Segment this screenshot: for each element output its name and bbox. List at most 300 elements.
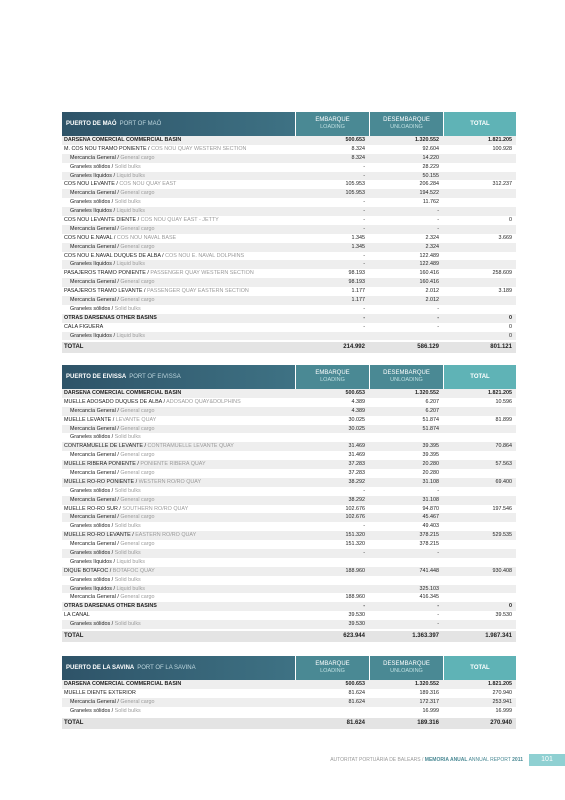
cell-loading: -	[363, 523, 365, 530]
table-header	[62, 365, 516, 389]
table-row	[62, 567, 516, 576]
row-label-en: COS NOU E. NAVAL DOLPHINS	[165, 252, 245, 259]
cell-loading	[295, 433, 369, 442]
cell-loading: -	[363, 199, 365, 206]
row-label-es: Graneles líquidos /	[70, 261, 115, 268]
row-label-en: SOUTHERN RO/RO QUAY	[122, 505, 189, 512]
cell-total	[443, 305, 516, 314]
cell-loading	[295, 332, 369, 341]
row-label-en: General cargo	[120, 407, 155, 414]
row-label	[62, 540, 295, 549]
row-label-en: LEVANTE QUAY	[115, 416, 157, 423]
row-label-es: MUELLE RO-RO PONIENTE /	[64, 478, 138, 485]
table-row	[62, 451, 516, 460]
row-label	[62, 433, 295, 442]
cell-total: 0	[509, 323, 512, 330]
cell-unloading: 20.280	[422, 470, 439, 477]
cell-total: 197.546	[492, 505, 512, 512]
col-header-total: TOTAL	[443, 365, 516, 389]
total-total: 801.121	[490, 344, 512, 351]
row-label-es: Graneles líquidos /	[70, 585, 115, 592]
cell-total: 3.189	[498, 288, 512, 295]
table-row	[62, 469, 516, 478]
cell-loading: 98.193	[348, 270, 365, 277]
cell-total	[443, 540, 516, 549]
cell-unloading: 416.345	[419, 594, 439, 601]
cell-unloading: 122.489	[419, 252, 439, 259]
cell-unloading: 160.416	[419, 270, 439, 277]
cell-unloading: -	[437, 217, 439, 224]
cell-total: 258.609	[492, 270, 512, 277]
row-label	[62, 234, 295, 243]
cell-unloading: -	[437, 621, 439, 628]
row-label-en: Solid bulks	[114, 576, 141, 583]
footer-separator: /	[422, 757, 424, 763]
cell-loading	[295, 585, 369, 594]
footer-year: 2011	[512, 757, 523, 763]
row-label-es: Graneles sólidos /	[70, 199, 114, 206]
cell-total	[443, 433, 516, 442]
cell-total	[443, 425, 516, 434]
footer-report: ANNUAL REPORT	[468, 757, 511, 763]
cell-unloading: 378.215	[419, 541, 439, 548]
cell-loading: 1.177	[351, 297, 365, 304]
row-label-en: Liquid bulks	[116, 585, 145, 592]
table-port-of-la-savina	[62, 656, 516, 729]
table-row	[62, 305, 516, 314]
cell-total	[443, 278, 516, 287]
row-label	[62, 305, 295, 314]
table-row	[62, 531, 516, 540]
row-label-es: DARSENA COMERCIAL	[64, 137, 125, 143]
cell-total	[443, 243, 516, 252]
row-label-en: General cargo	[120, 243, 155, 250]
table-row	[62, 433, 516, 442]
cell-total: 270.940	[492, 689, 512, 696]
table-row	[62, 180, 516, 189]
cell-unloading: 189.316	[419, 689, 439, 696]
cell-unloading: 1.320.552	[415, 390, 439, 396]
row-label-es: DARSENA COMERCIAL	[64, 681, 125, 687]
row-label	[62, 531, 295, 540]
row-label-en: General cargo	[120, 470, 155, 477]
cell-unloading: 160.416	[419, 279, 439, 286]
row-label	[62, 389, 295, 398]
row-label	[62, 314, 295, 323]
cell-loading: 102.676	[345, 514, 365, 521]
table-row	[62, 260, 516, 269]
table-row	[62, 496, 516, 505]
cell-total	[443, 260, 516, 269]
total-label: TOTAL	[64, 344, 84, 351]
cell-unloading: 11.762	[422, 199, 439, 206]
cell-total: 529.535	[492, 532, 512, 539]
cell-loading: -	[363, 225, 365, 232]
row-label-es: Mercancía General /	[70, 514, 119, 521]
table-row	[62, 398, 516, 407]
row-label-en: OTHER BASINS	[116, 603, 157, 610]
cell-total	[443, 469, 516, 478]
table-row	[62, 136, 516, 145]
row-label-en: General cargo	[120, 279, 155, 286]
table-row	[62, 172, 516, 181]
row-label	[62, 496, 295, 505]
cell-loading: 151.320	[345, 532, 365, 539]
cell-loading: 500.653	[345, 681, 365, 687]
cell-unloading: 14.220	[422, 154, 439, 161]
cell-loading: 98.193	[348, 279, 365, 286]
row-label	[62, 136, 295, 145]
col-header-total: TOTAL	[443, 656, 516, 680]
cell-total: 16.999	[495, 707, 512, 714]
cell-unloading: 741.448	[419, 567, 439, 574]
row-label-en: Solid bulks	[114, 550, 141, 557]
row-label	[62, 172, 295, 181]
table-row	[62, 407, 516, 416]
footer-org: AUTORITAT PORTUÀRIA DE BALEARS	[330, 757, 421, 763]
cell-loading: -	[363, 163, 365, 170]
row-label-en: General cargo	[120, 190, 155, 197]
total-total: 1.987.341	[485, 633, 512, 640]
row-label-es: Graneles líquidos /	[70, 208, 115, 215]
cell-unloading: 31.108	[422, 496, 439, 503]
total-label: TOTAL	[64, 633, 84, 640]
row-label	[62, 549, 295, 558]
cell-unloading: -	[437, 323, 439, 330]
row-label-es: Graneles sólidos /	[70, 305, 114, 312]
cell-total	[443, 496, 516, 505]
row-label-es: DIQUE BOTAFOC /	[64, 567, 112, 574]
cell-total: 0	[509, 217, 512, 224]
col-header-en: UNLOADING	[390, 124, 423, 130]
table-title-en: PORT OF MAÓ	[119, 121, 162, 127]
row-label	[62, 487, 295, 496]
row-label-en: General cargo	[120, 514, 155, 521]
row-label-es: Mercancía General /	[70, 594, 119, 601]
cell-loading: 81.624	[348, 698, 365, 705]
cell-unloading: 1.320.552	[415, 681, 439, 687]
total-loading: 214.992	[343, 344, 365, 351]
cell-loading	[295, 576, 369, 585]
row-label	[62, 680, 295, 689]
cell-unloading: 50.155	[422, 172, 439, 179]
table-row	[62, 198, 516, 207]
row-label	[62, 460, 295, 469]
page-number: 101	[529, 754, 565, 766]
row-label	[62, 558, 295, 567]
row-label	[62, 522, 295, 531]
table-row	[62, 332, 516, 341]
row-label-es: Mercancía General /	[70, 698, 119, 705]
cell-unloading: 206.284	[419, 181, 439, 188]
table-row	[62, 225, 516, 234]
cell-unloading: 51.874	[422, 425, 439, 432]
cell-unloading: 28.229	[422, 163, 439, 170]
cell-loading: 1.345	[351, 243, 365, 250]
cell-total	[443, 585, 516, 594]
col-header-en: UNLOADING	[390, 668, 423, 674]
cell-total	[443, 172, 516, 181]
row-label	[62, 576, 295, 585]
cell-total	[443, 198, 516, 207]
cell-unloading: 1.320.552	[415, 137, 439, 143]
table-row	[62, 680, 516, 689]
row-label	[62, 260, 295, 269]
cell-total: 1.821.205	[488, 390, 512, 396]
cell-total: 0	[509, 332, 512, 339]
cell-total: 1.821.205	[488, 681, 512, 687]
cell-loading: -	[363, 172, 365, 179]
row-label-en: COS NOU QUAY EAST	[119, 181, 177, 188]
row-label-en: COS NOU NAVAL BASE	[116, 234, 177, 241]
row-label-en: Solid bulks	[114, 434, 141, 441]
cell-total	[443, 549, 516, 558]
cell-total: 0	[509, 603, 512, 610]
row-label-es: CONTRAMUELLE DE LEVANTE /	[64, 443, 146, 450]
row-label-es: Graneles sólidos /	[70, 487, 114, 494]
col-header-en: LOADING	[320, 124, 345, 130]
col-header-unloading	[369, 365, 443, 389]
row-label-es: Graneles sólidos /	[70, 163, 114, 170]
table-row	[62, 487, 516, 496]
row-label-en: Liquid bulks	[116, 558, 145, 565]
col-header-es: EMBARQUE	[315, 117, 350, 123]
cell-total: 1.821.205	[488, 137, 512, 143]
row-label-en: COMMERCIAL BASIN	[126, 390, 182, 396]
cell-loading: 37.283	[348, 461, 365, 468]
col-header-es: DESEMBARQUE	[383, 661, 430, 667]
cell-loading: -	[363, 603, 365, 610]
cell-loading: 151.320	[345, 541, 365, 548]
table-row	[62, 689, 516, 698]
table-port-of-eivissa	[62, 365, 516, 642]
row-label-es: MUELLE RO-RO LEVANTE /	[64, 532, 134, 539]
cell-total	[443, 487, 516, 496]
row-label	[62, 225, 295, 234]
cell-total: 312.237	[492, 181, 512, 188]
table-row	[62, 416, 516, 425]
row-label-es: COS NOU LEVANTE /	[64, 181, 118, 188]
row-label-en: General cargo	[120, 496, 155, 503]
cell-loading: 4.389	[351, 407, 365, 414]
row-label-es: Graneles sólidos /	[70, 621, 114, 628]
total-loading: 623.944	[343, 633, 365, 640]
row-label-en: ADOSADO QUAY&DOLPHINS	[166, 398, 241, 405]
row-label-es: MUELLE ADOSADO DUQUES DE ALBA /	[64, 398, 165, 405]
row-label-en: PASSENGER QUAY EASTERN SECTION	[146, 288, 249, 295]
cell-loading: 81.624	[348, 689, 365, 696]
row-label-es: Mercancía General /	[70, 470, 119, 477]
row-label-es: Mercancía General /	[70, 243, 119, 250]
row-label	[62, 243, 295, 252]
cell-loading: 31.469	[348, 452, 365, 459]
cell-unloading: 325.103	[419, 585, 439, 592]
row-label-en: General cargo	[120, 452, 155, 459]
table-row	[62, 585, 516, 594]
row-label-es: Mercancía General /	[70, 425, 119, 432]
col-header-es: EMBARQUE	[315, 370, 350, 376]
table-row	[62, 558, 516, 567]
table-title	[62, 656, 295, 680]
cell-loading: 31.469	[348, 443, 365, 450]
row-label	[62, 620, 295, 629]
table-row	[62, 234, 516, 243]
row-label-en: BOTAFOC QUAY	[112, 567, 155, 574]
cell-unloading: 2.324	[425, 243, 439, 250]
cell-total: 69.400	[495, 478, 512, 485]
row-label-en: Liquid bulks	[116, 172, 145, 179]
row-label	[62, 513, 295, 522]
col-header-total: TOTAL	[443, 112, 516, 136]
total-total: 270.940	[490, 719, 512, 726]
cell-loading	[295, 707, 369, 716]
total-unloading: 586.129	[417, 344, 439, 351]
row-label	[62, 145, 295, 154]
table-row	[62, 549, 516, 558]
cell-total	[443, 451, 516, 460]
cell-unloading: 6.207	[425, 398, 439, 405]
table-row	[62, 278, 516, 287]
cell-total	[443, 252, 516, 261]
row-label-es: LA CANAL	[64, 612, 90, 619]
col-header-loading	[295, 112, 369, 136]
row-label-es: Mercancía General /	[70, 541, 119, 548]
row-label-en: PASSENGER QUAY WESTERN SECTION	[150, 270, 254, 277]
cell-total	[443, 407, 516, 416]
row-label-en: General cargo	[120, 425, 155, 432]
cell-loading: 105.953	[345, 190, 365, 197]
row-label-es: CALA FIGUERA	[64, 323, 104, 330]
row-label-en: Solid bulks	[114, 487, 141, 494]
row-label-es: PASAJEROS TRAMO PONIENTE /	[64, 270, 149, 277]
cell-unloading: -	[437, 314, 439, 321]
row-label-en: Solid bulks	[114, 199, 141, 206]
cell-loading: -	[363, 252, 365, 259]
table-row	[62, 252, 516, 261]
col-header-loading	[295, 656, 369, 680]
cell-total	[443, 189, 516, 198]
row-label	[62, 505, 295, 514]
table-header	[62, 112, 516, 136]
cell-unloading: 20.280	[422, 461, 439, 468]
cell-total: 253.941	[492, 698, 512, 705]
cell-total	[443, 576, 516, 585]
cell-unloading: 378.215	[419, 532, 439, 539]
table-row	[62, 269, 516, 278]
row-label-es: Graneles sólidos /	[70, 550, 114, 557]
row-label-es: MUELLE RIBERA PONIENTE /	[64, 461, 139, 468]
row-label	[62, 332, 295, 341]
cell-total	[443, 593, 516, 602]
row-label	[62, 585, 295, 594]
row-label-en: Solid bulks	[114, 707, 141, 714]
table-row	[62, 323, 516, 332]
cell-unloading: -	[437, 612, 439, 619]
table-total-row	[62, 631, 516, 642]
row-label	[62, 425, 295, 434]
total-loading: 81.624	[346, 719, 365, 726]
cell-total	[443, 558, 516, 567]
table-total-row	[62, 718, 516, 729]
cell-total	[443, 225, 516, 234]
cell-loading: 1.177	[351, 288, 365, 295]
table-title-es: PUERTO DE MAÓ	[66, 121, 117, 127]
row-label	[62, 602, 295, 611]
page-footer	[0, 755, 565, 765]
row-label-en: General cargo	[120, 154, 155, 161]
cell-unloading: 172.317	[419, 698, 439, 705]
col-header-en: UNLOADING	[390, 377, 423, 383]
row-label	[62, 567, 295, 576]
cell-loading: -	[363, 261, 365, 268]
cell-loading: 39.530	[348, 612, 365, 619]
cell-loading: 102.676	[345, 505, 365, 512]
row-label	[62, 198, 295, 207]
cell-loading	[295, 558, 369, 567]
row-label-en: Solid bulks	[114, 621, 141, 628]
table-row	[62, 522, 516, 531]
cell-unloading: -	[437, 225, 439, 232]
cell-unloading: 122.489	[419, 261, 439, 268]
table-row	[62, 145, 516, 154]
table-row	[62, 154, 516, 163]
row-label	[62, 407, 295, 416]
row-label-en: Solid bulks	[114, 163, 141, 170]
cell-total: 70.864	[495, 443, 512, 450]
row-label-en: EASTERN RO/RO QUAY	[135, 532, 197, 539]
cell-total: 39.530	[495, 612, 512, 619]
col-header-unloading	[369, 112, 443, 136]
cell-total	[443, 513, 516, 522]
table-row	[62, 540, 516, 549]
table-row	[62, 216, 516, 225]
row-label	[62, 154, 295, 163]
row-label	[62, 252, 295, 261]
cell-unloading	[369, 433, 443, 442]
row-label-es: COS NOU E.NAVAL DUQUES DE ALBA /	[64, 252, 164, 259]
row-label-es: Graneles sólidos /	[70, 707, 114, 714]
table-row	[62, 593, 516, 602]
row-label	[62, 469, 295, 478]
row-label-es: MUELLE LEVANTE /	[64, 416, 115, 423]
row-label	[62, 287, 295, 296]
row-label-es: Graneles sólidos /	[70, 576, 114, 583]
table-row	[62, 296, 516, 305]
footer-text	[330, 755, 523, 765]
cell-unloading: 39.395	[422, 443, 439, 450]
table-title-en: PORT OF LA SAVINA	[137, 665, 196, 671]
row-label	[62, 180, 295, 189]
table-row	[62, 207, 516, 216]
row-label-en: COS NOU QUAY WESTERN SECTION	[151, 145, 247, 152]
cell-unloading	[369, 576, 443, 585]
row-label-es: Mercancía General /	[70, 452, 119, 459]
table-row	[62, 620, 516, 629]
row-label-en: Solid bulks	[114, 523, 141, 530]
table-row	[62, 243, 516, 252]
row-label-es: Mercancía General /	[70, 496, 119, 503]
cell-unloading: 2.012	[425, 288, 439, 295]
row-label-es: Mercancía General /	[70, 190, 119, 197]
cell-loading: 500.653	[345, 137, 365, 143]
cell-unloading	[369, 558, 443, 567]
table-title-es: PUERTO DE EIVISSA	[66, 374, 127, 380]
col-header-unloading	[369, 656, 443, 680]
row-label	[62, 442, 295, 451]
row-label-es: DARSENA COMERCIAL	[64, 390, 125, 396]
row-label	[62, 163, 295, 172]
cell-loading: 188.960	[345, 567, 365, 574]
